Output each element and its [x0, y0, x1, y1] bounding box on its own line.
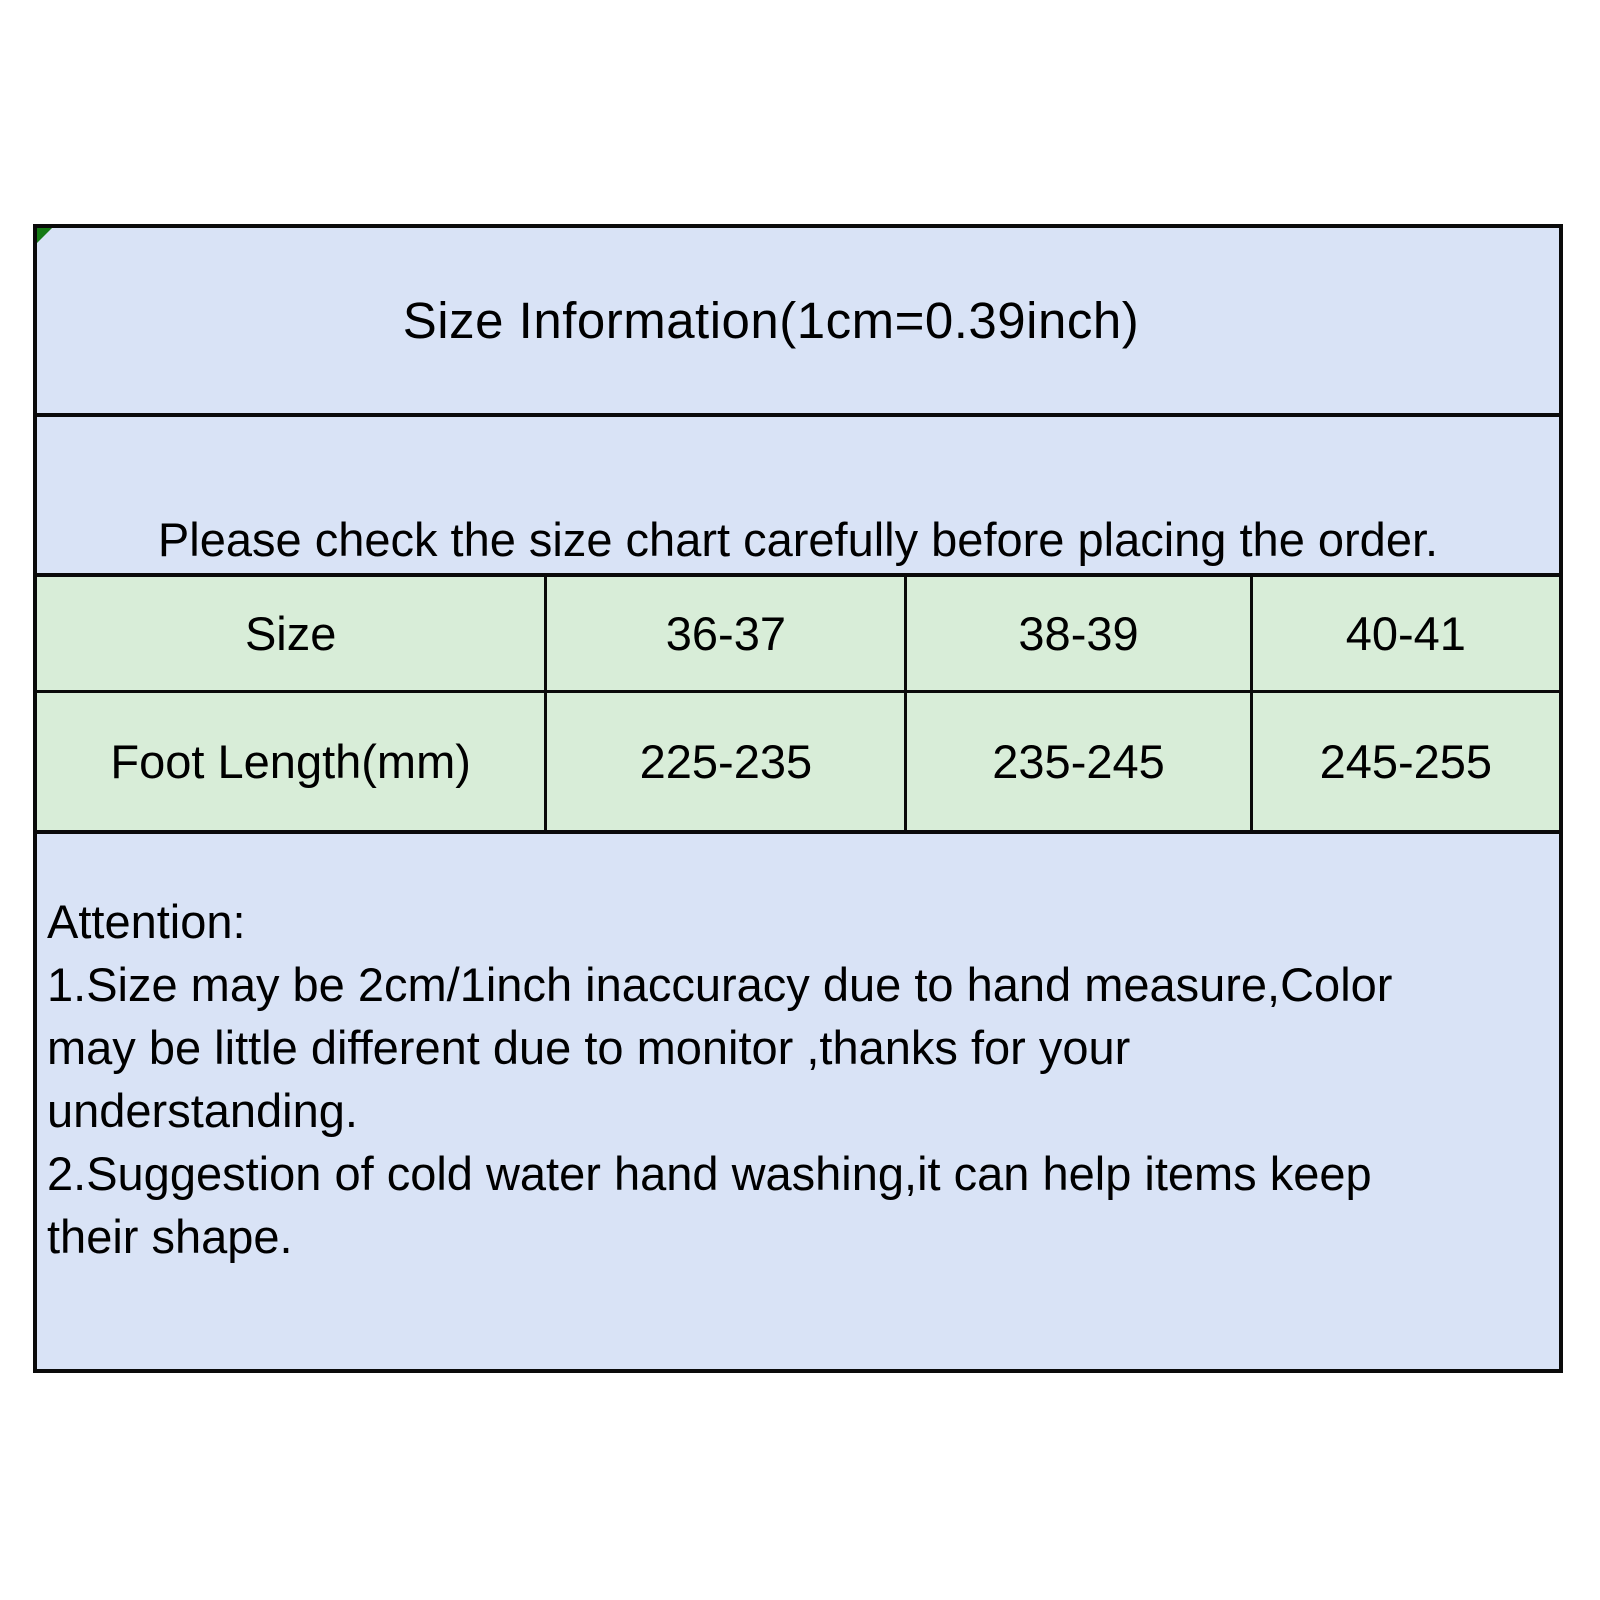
foot-length-value-1: 225-235 [544, 690, 904, 830]
size-value-36-37: 36-37 [544, 577, 904, 690]
attention-note-1-line-2: may be little different due to monitor ,thanks for your [47, 1021, 1131, 1074]
attention-note-1-line-3: understanding. [47, 1084, 358, 1137]
attention-heading: Attention: [47, 895, 246, 948]
table-title: Size Information(1cm=0.39inch) [402, 292, 1140, 349]
table-subtitle: Please check the size chart carefully before placing the order. [157, 513, 1439, 566]
foot-length-value-2: 235-245 [904, 690, 1249, 830]
size-value-40-41: 40-41 [1250, 577, 1559, 690]
foot-length-row-label: Foot Length(mm) [37, 690, 544, 830]
cell-corner-flag-icon [37, 228, 52, 243]
foot-length-value-3: 245-255 [1250, 690, 1559, 830]
table-title-row [37, 228, 1559, 413]
size-value-grid [37, 573, 1559, 830]
size-information-table [33, 224, 1563, 1373]
table-subtitle-row [37, 413, 1559, 573]
attention-section [37, 830, 1559, 1369]
attention-note-2-line-2: their shape. [47, 1210, 293, 1263]
attention-note-1-line-1: 1.Size may be 2cm/1inch inaccuracy due to hand measure,Color [47, 958, 1393, 1011]
size-row-label: Size [37, 577, 544, 690]
size-value-38-39: 38-39 [904, 577, 1249, 690]
attention-note-2-line-1: 2.Suggestion of cold water hand washing,it can help items keep [47, 1147, 1372, 1200]
